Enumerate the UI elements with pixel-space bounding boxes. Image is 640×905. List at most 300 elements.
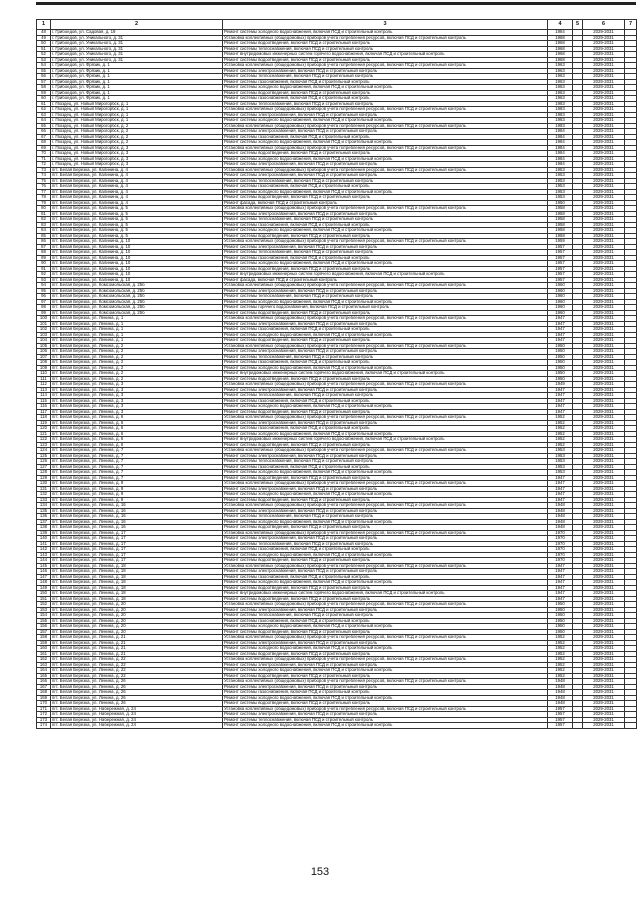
address-cell: г. Гвоздец, ул. Новый Мирогорбск, д. 3: [51, 151, 223, 157]
row-number: 164: [37, 668, 51, 674]
address-cell: пгт. Белая Березка, ул. Комсомольская, д. 25б: [51, 305, 223, 311]
period-cell: 2029-2031: [583, 585, 625, 591]
row-number: 116: [37, 404, 51, 410]
year-cell: 1952: [548, 651, 573, 657]
period-cell: 2029-2031: [583, 211, 625, 217]
work-type-cell: Ремонт системы холодного водоснабжения, включая ПСД и строительный контроль: [223, 156, 548, 162]
year-cell: 1970: [548, 536, 573, 542]
year-cell: 1948: [548, 519, 573, 525]
year-cell: 1947: [548, 332, 573, 338]
row-number: 67: [37, 134, 51, 140]
period-cell: 2029-2031: [583, 244, 625, 250]
year-cell: 1948: [548, 679, 573, 685]
period-cell: 2029-2031: [583, 640, 625, 646]
row-number: 142: [37, 547, 51, 553]
row-number: 91: [37, 266, 51, 272]
address-cell: пгт. Белая Березка, ул. Ленина, д. 3: [51, 398, 223, 404]
year-cell: 1963: [548, 74, 573, 80]
row-number: 77: [37, 189, 51, 195]
row-number: 88: [37, 250, 51, 256]
work-type-cell: Ремонт внутридомовых инженерных систем горячего водоснабжения, включая ПСД и строительный контроль: [223, 371, 548, 377]
year-cell: 1984: [548, 156, 573, 162]
year-cell: 1953: [548, 189, 573, 195]
row-number: 95: [37, 288, 51, 294]
address-cell: пгт. Белая Березка, ул. Ленина, д. 7: [51, 475, 223, 481]
row-number: 143: [37, 552, 51, 558]
year-cell: 1960: [548, 299, 573, 305]
period-cell: 2029-2031: [583, 475, 625, 481]
period-cell: 2029-2031: [583, 222, 625, 228]
row-number: 60: [37, 96, 51, 102]
address-cell: пгт. Белая Березка, ул. Ленина, д. 6: [51, 431, 223, 437]
address-cell: пгт. Белая Березка, ул. Калинина, д. 4: [51, 195, 223, 201]
address-cell: пгт. Белая Березка, ул. Ленина, д. 9: [51, 497, 223, 503]
address-cell: пгт. Белая Березка, ул. Калинина, д. 5: [51, 217, 223, 223]
period-cell: 2029-2031: [583, 277, 625, 283]
year-cell: 1948: [548, 514, 573, 520]
row-number: 117: [37, 409, 51, 415]
period-cell: 2029-2031: [583, 387, 625, 393]
row-number: 165: [37, 673, 51, 679]
work-type-cell: Ремонт системы электроснабжения, включая ПСД и строительный контроль: [223, 173, 548, 179]
row-number: 144: [37, 558, 51, 564]
column-header: 5: [573, 20, 583, 30]
year-cell: 1984: [548, 140, 573, 146]
address-cell: г. Грибоедов, ул. Фрязик, д. 1: [51, 68, 223, 74]
period-cell: 2029-2031: [583, 35, 625, 41]
row-number: 145: [37, 563, 51, 569]
empty-cell: [573, 723, 583, 729]
row-number: 150: [37, 591, 51, 597]
row-number: 128: [37, 470, 51, 476]
work-type-cell: Ремонт внутридомовых инженерных систем горячего водоснабжения, включая ПСД и строительный контроль: [223, 52, 548, 58]
work-type-cell: Ремонт системы газоснабжения, включая ПСД и строительный контроль: [223, 426, 548, 432]
address-cell: пгт. Белая Березка, ул. Ленина, д. 2: [51, 371, 223, 377]
year-cell: 1953: [548, 448, 573, 454]
work-type-cell: Установка коллективных (общедомовых) приборов учета потребления ресурсов, включая ПСД и строительный контроль: [223, 706, 548, 712]
work-type-cell: Ремонт системы газоснабжения, включая ПСД и строительный контроль: [223, 222, 548, 228]
address-cell: г. Гвоздец, ул. Новый Мирогорбск, д. 1: [51, 107, 223, 113]
address-cell: пгт. Белая Березка, ул. Калинина, д. 4: [51, 189, 223, 195]
address-cell: пгт. Белая Березка, ул. Ленина, д. 18: [51, 585, 223, 591]
row-number: 50: [37, 41, 51, 47]
row-number: 56: [37, 74, 51, 80]
period-cell: 2029-2031: [583, 464, 625, 470]
period-cell: 2029-2031: [583, 459, 625, 465]
year-cell: 1968: [548, 52, 573, 58]
row-number: 126: [37, 459, 51, 465]
address-cell: пгт. Белая Березка, ул. Калинина, д. 10: [51, 266, 223, 272]
column-header: 1: [37, 20, 51, 30]
row-number: 76: [37, 184, 51, 190]
period-cell: 2029-2031: [583, 189, 625, 195]
work-type-cell: Установка коллективных (общедомовых) приборов учета потребления ресурсов, включая ПСД и строительный контроль: [223, 35, 548, 41]
year-cell: 1983: [548, 123, 573, 129]
row-number: 133: [37, 497, 51, 503]
period-cell: 2029-2031: [583, 200, 625, 206]
work-type-cell: Установка коллективных (общедомовых) приборов учета потребления ресурсов, включая ПСД и строительный контроль: [223, 679, 548, 685]
row-number: 93: [37, 277, 51, 283]
row-number: 96: [37, 294, 51, 300]
year-cell: 1950: [548, 365, 573, 371]
period-cell: 2029-2031: [583, 112, 625, 118]
row-number: 140: [37, 536, 51, 542]
address-cell: пгт. Белая Березка, ул. Ленина, д. 26: [51, 695, 223, 701]
work-type-cell: Ремонт системы горячего водоснабжения, включая ПСД и строительный контроль: [223, 305, 548, 311]
work-type-cell: Установка коллективных (общедомовых) приборов учета потребления ресурсов, включая ПСД и строительный контроль: [223, 167, 548, 173]
year-cell: 1953: [548, 173, 573, 179]
row-number: 172: [37, 712, 51, 718]
year-cell: 1953: [548, 167, 573, 173]
year-cell: 1950: [548, 371, 573, 377]
address-cell: пгт. Белая Березка, ул. Калинина, д. 10: [51, 239, 223, 245]
empty-cell: [625, 723, 637, 729]
period-cell: 2029-2031: [583, 266, 625, 272]
row-number: 89: [37, 255, 51, 261]
period-cell: 2029-2031: [583, 332, 625, 338]
year-cell: 1983: [548, 112, 573, 118]
row-number: 104: [37, 338, 51, 344]
row-number: 106: [37, 349, 51, 355]
row-number: 101: [37, 321, 51, 327]
work-type-cell: Ремонт системы теплоснабжения, включая ПСД и строительный контроль: [223, 613, 548, 619]
period-cell: 2029-2031: [583, 288, 625, 294]
address-cell: г. Грибоедов, ул. Уникального, д. 31: [51, 57, 223, 63]
row-number: 54: [37, 63, 51, 69]
row-number: 136: [37, 514, 51, 520]
period-cell: 2029-2031: [583, 508, 625, 514]
work-type-cell: Ремонт системы водоотведения, включая ПСД и строительный контроль: [223, 151, 548, 157]
work-type-cell: Установка коллективных (общедомовых) приборов учета потребления ресурсов, включая ПСД и строительный контроль: [223, 316, 548, 322]
address-cell: пгт. Белая Березка, ул. Ленина, д. 6: [51, 437, 223, 443]
work-type-cell: Ремонт системы газоснабжения, включая ПСД и строительный контроль: [223, 547, 548, 553]
period-cell: 2029-2031: [583, 305, 625, 311]
address-cell: пгт. Белая Березка, ул. Калинина, д. 4: [51, 173, 223, 179]
period-cell: 2029-2031: [583, 563, 625, 569]
address-cell: пгт. Белая Березка, ул. Ленина, д. 1: [51, 327, 223, 333]
address-cell: пгт. Белая Березка, ул. Ленина, д. 1: [51, 321, 223, 327]
work-type-cell: Ремонт системы газоснабжения, включая ПСД и строительный контроль: [223, 255, 548, 261]
work-type-cell: Ремонт системы водоотведения, включая ПСД и строительный контроль: [223, 558, 548, 564]
address-cell: пгт. Белая Березка, ул. Ленина, д. 16: [51, 525, 223, 531]
year-cell: 1948: [548, 695, 573, 701]
work-type-cell: Ремонт системы газоснабжения, включая ПСД и строительный контроль: [223, 574, 548, 580]
period-cell: 2029-2031: [583, 574, 625, 580]
row-number: 100: [37, 316, 51, 322]
year-cell: 1958: [548, 233, 573, 239]
work-type-cell: Ремонт системы электроснабжения, включая ПСД и строительный контроль: [223, 162, 548, 168]
period-cell: 2029-2031: [583, 310, 625, 316]
year-cell: 1947: [548, 398, 573, 404]
row-number: 87: [37, 244, 51, 250]
address-cell: пгт. Белая Березка, ул. Ленина, д. 7: [51, 470, 223, 476]
work-type-cell: Ремонт системы водоотведения, включая ПСД и строительный контроль: [223, 701, 548, 707]
address-cell: г. Грибоедов, ул. Фрязик, д. 1: [51, 90, 223, 96]
work-type-cell: Ремонт системы теплоснабжения, включая ПСД и строительный контроль: [223, 459, 548, 465]
work-type-cell: Ремонт системы электроснабжения, включая ПСД и строительный контроль: [223, 244, 548, 250]
row-number: 61: [37, 101, 51, 107]
period-cell: 2029-2031: [583, 453, 625, 459]
work-type-cell: Ремонт системы холодного водоснабжения, включая ПСД и строительный контроль: [223, 646, 548, 652]
address-cell: пгт. Белая Березка, ул. Комсомольская, д. 25б: [51, 283, 223, 289]
work-type-cell: Ремонт системы холодного водоснабжения, включая ПСД и строительный контроль: [223, 668, 548, 674]
work-type-cell: Ремонт системы электроснабжения, включая ПСД и строительный контроль: [223, 321, 548, 327]
work-type-cell: Ремонт внутридомовых инженерных систем горячего водоснабжения, включая ПСД и строительный контроль: [223, 591, 548, 597]
address-cell: г. Гвоздец, ул. Новый Мирогорбск, д. 2: [51, 140, 223, 146]
address-cell: пгт. Белая Березка, ул. Ленина, д. 9: [51, 492, 223, 498]
year-cell: 1960: [548, 310, 573, 316]
period-cell: 2029-2031: [583, 448, 625, 454]
address-cell: пгт. Белая Березка, ул. Ленина, д. 2: [51, 349, 223, 355]
address-cell: г. Гвоздец, ул. Новый Мирогорбск, д. 3: [51, 156, 223, 162]
row-number: 153: [37, 607, 51, 613]
address-cell: пгт. Белая Березка, ул. Калинина, д. 4: [51, 184, 223, 190]
year-cell: 1984: [548, 162, 573, 168]
address-cell: г. Гвоздец, ул. Новый Мирогорбск, д. 1: [51, 118, 223, 124]
year-cell: 1950: [548, 629, 573, 635]
period-cell: 2029-2031: [583, 712, 625, 718]
row-number: 138: [37, 525, 51, 531]
period-cell: 2029-2031: [583, 239, 625, 245]
year-cell: 1952: [548, 431, 573, 437]
year-cell: 1984: [548, 145, 573, 151]
address-cell: пгт. Белая Березка, ул. Ленина, д. 16: [51, 519, 223, 525]
address-cell: пгт. Белая Березка, ул. Ленина, д. 20: [51, 607, 223, 613]
year-cell: 1952: [548, 415, 573, 421]
row-number: 134: [37, 503, 51, 509]
column-header: 7: [625, 20, 637, 30]
period-cell: 2029-2031: [583, 481, 625, 487]
row-number: 124: [37, 448, 51, 454]
work-type-cell: Установка коллективных (общедомовых) приборов учета потребления ресурсов, включая ПСД и строительный контроль: [223, 107, 548, 113]
year-cell: 1957: [548, 712, 573, 718]
address-cell: г. Гвоздец, ул. Новый Мирогорбск, д. 2: [51, 123, 223, 129]
row-number: 132: [37, 492, 51, 498]
row-number: 109: [37, 365, 51, 371]
work-type-cell: Ремонт системы газоснабжения, включая ПСД и строительный контроль: [223, 79, 548, 85]
year-cell: 1957: [548, 706, 573, 712]
year-cell: 1957: [548, 272, 573, 278]
year-cell: 1947: [548, 486, 573, 492]
year-cell: 1948: [548, 684, 573, 690]
address-cell: пгт. Белая Березка, ул. Ленина, д. 1: [51, 316, 223, 322]
year-cell: 1950: [548, 607, 573, 613]
period-cell: 2029-2031: [583, 426, 625, 432]
period-cell: 2029-2031: [583, 409, 625, 415]
year-cell: 1950: [548, 624, 573, 630]
period-cell: 2029-2031: [583, 393, 625, 399]
work-type-cell: Ремонт системы водоотведения, включая ПСД и строительный контроль: [223, 310, 548, 316]
year-cell: 1947: [548, 393, 573, 399]
period-cell: 2029-2031: [583, 646, 625, 652]
address-cell: г. Грибоедов, ул. Фрязик, д. 1: [51, 74, 223, 80]
address-cell: пгт. Белая Березка, ул. Ленина, д. 18: [51, 563, 223, 569]
row-number: 158: [37, 635, 51, 641]
period-cell: 2029-2031: [583, 569, 625, 575]
work-type-cell: Ремонт системы теплоснабжения, включая ПСД и строительный контроль: [223, 294, 548, 300]
work-type-cell: Ремонт системы холодного водоснабжения, включая ПСД и строительный контроль: [223, 470, 548, 476]
work-type-cell: Ремонт системы газоснабжения, включая ПСД и строительный контроль: [223, 184, 548, 190]
period-cell: 2029-2031: [583, 596, 625, 602]
row-number: 90: [37, 261, 51, 267]
address-cell: пгт. Белая Березка, ул. Ленина, д. 21: [51, 635, 223, 641]
work-type-cell: Ремонт системы водоотведения, включая ПСД и строительный контроль: [223, 90, 548, 96]
period-cell: 2029-2031: [583, 492, 625, 498]
table-row: [37, 723, 637, 729]
year-cell: 1968: [548, 57, 573, 63]
row-number: 83: [37, 222, 51, 228]
address-cell: пгт. Белая Березка, ул. Ленина, д. 21: [51, 640, 223, 646]
year-cell: 1950: [548, 618, 573, 624]
row-number: 166: [37, 679, 51, 685]
row-number: 52: [37, 52, 51, 58]
work-type-cell: Ремонт системы водоотведения, включая ПСД и строительный контроль: [223, 585, 548, 591]
row-number: 162: [37, 657, 51, 663]
work-type-cell: Ремонт системы водоотведения, включая ПСД и строительный контроль: [223, 673, 548, 679]
row-number: 151: [37, 596, 51, 602]
period-cell: 2029-2031: [583, 360, 625, 366]
year-cell: 1947: [548, 580, 573, 586]
year-cell: 1947: [548, 387, 573, 393]
year-cell: 1984: [548, 134, 573, 140]
work-type-cell: Ремонт системы водоотведения, включая ПСД и строительный контроль: [223, 409, 548, 415]
address-cell: пгт. Белая Березка, ул. Комсомольская, д. 25б: [51, 299, 223, 305]
work-type-cell: Ремонт системы водоотведения, включая ПСД и строительный контроль: [223, 442, 548, 448]
period-cell: 2029-2031: [583, 316, 625, 322]
year-cell: 1968: [548, 41, 573, 47]
year-cell: 1952: [548, 426, 573, 432]
address-cell: пгт. Белая Березка, ул. Ленина, д. 17: [51, 541, 223, 547]
row-number: 160: [37, 646, 51, 652]
period-cell: 2029-2031: [583, 651, 625, 657]
address-cell: пгт. Белая Березка, ул. Калинина, д. 10: [51, 250, 223, 256]
period-cell: 2029-2031: [583, 343, 625, 349]
year-cell: 1948: [548, 503, 573, 509]
year-cell: 1958: [548, 228, 573, 234]
work-type-cell: Ремонт системы холодного водоснабжения, включая ПСД и строительный контроль: [223, 228, 548, 234]
work-type-cell: Установка коллективных (общедомовых) приборов учета потребления ресурсов, включая ПСД и строительный контроль: [223, 239, 548, 245]
period-cell: 2029-2031: [583, 90, 625, 96]
period-cell: 2029-2031: [583, 299, 625, 305]
work-type-cell: Ремонт системы теплоснабжения, включая ПСД и строительный контроль: [223, 717, 548, 723]
row-number: 57: [37, 79, 51, 85]
row-number: 155: [37, 618, 51, 624]
address-cell: г. Гвоздец, ул. Новый Мирогорбск, д. 2: [51, 129, 223, 135]
row-number: 157: [37, 629, 51, 635]
row-number: 84: [37, 228, 51, 234]
period-cell: 2029-2031: [583, 63, 625, 69]
row-number: 71: [37, 156, 51, 162]
work-type-cell: Ремонт системы холодного водоснабжения, включая ПСД и строительный контроль: [223, 118, 548, 124]
work-type-cell: Ремонт системы водоотведения, включая ПСД и строительный контроль: [223, 629, 548, 635]
row-number: 169: [37, 695, 51, 701]
address-cell: г. Гвоздец, ул. Новый Мирогорбск, д. 1: [51, 112, 223, 118]
year-cell: 1950: [548, 343, 573, 349]
work-type-cell: Ремонт системы электроснабжения, включая ПСД и строительный контроль: [223, 486, 548, 492]
row-number: 72: [37, 162, 51, 168]
address-cell: пгт. Белая Березка, ул. Набережная, д. 24: [51, 717, 223, 723]
page-number: 153: [310, 866, 330, 878]
address-cell: пгт. Белая Березка, ул. Ленина, д. 16: [51, 514, 223, 520]
work-type-cell: Ремонт системы газоснабжения, включая ПСД и строительный контроль: [223, 618, 548, 624]
work-type-cell: Ремонт системы электроснабжения, включая ПСД и строительный контроль: [223, 569, 548, 575]
column-header: 6: [583, 20, 625, 30]
year-cell: 1958: [548, 206, 573, 212]
row-number: 102: [37, 327, 51, 333]
work-type-cell: Ремонт фасада, включая ПСД и строительный контроль: [223, 277, 548, 283]
work-type-cell: Установка коллективных (общедомовых) приборов учета потребления ресурсов, включая ПСД и строительный контроль: [223, 145, 548, 151]
row-number: 161: [37, 651, 51, 657]
year-cell: 1947: [548, 574, 573, 580]
row-number: 163: [37, 662, 51, 668]
work-type-cell: Ремонт системы электроснабжения, включая ПСД и строительный контроль: [223, 420, 548, 426]
row-number: 119: [37, 420, 51, 426]
address-cell: пгт. Белая Березка, ул. Ленина, д. 7: [51, 448, 223, 454]
address-cell: пгт. Белая Березка, ул. Калинина, д. 5: [51, 233, 223, 239]
year-cell: 1957: [548, 723, 573, 729]
work-type-cell: Ремонт системы водоотведения, включая ПСД и строительный контроль: [223, 475, 548, 481]
period-cell: 2029-2031: [583, 294, 625, 300]
period-cell: 2029-2031: [583, 497, 625, 503]
row-number: 51: [37, 46, 51, 52]
work-type-cell: Ремонт системы водоотведения, включая ПСД и строительный контроль: [223, 266, 548, 272]
year-cell: 1953: [548, 184, 573, 190]
work-type-cell: Ремонт системы электроснабжения, включая ПСД и строительный контроль: [223, 712, 548, 718]
work-type-cell: Ремонт системы холодного водоснабжения, включая ПСД и строительный контроль: [223, 624, 548, 630]
work-type-cell: Ремонт системы холодного водоснабжения, включая ПСД и строительный контроль: [223, 30, 548, 36]
row-number: 170: [37, 701, 51, 707]
year-cell: 1947: [548, 492, 573, 498]
top-rule: [36, 2, 636, 5]
year-cell: 1953: [548, 464, 573, 470]
address-cell: пгт. Белая Березка, ул. Ленина, д. 20: [51, 624, 223, 630]
year-cell: 1950: [548, 200, 573, 206]
period-cell: 2029-2031: [583, 68, 625, 74]
year-cell: 1957: [548, 717, 573, 723]
address-cell: пгт. Белая Березка, ул. Ленина, д. 3: [51, 387, 223, 393]
year-cell: 1983: [548, 101, 573, 107]
row-number: 48: [37, 30, 51, 36]
row-number: 110: [37, 371, 51, 377]
address-cell: пгт. Белая Березка, ул. Ленина, д. 3: [51, 382, 223, 388]
period-cell: 2029-2031: [583, 591, 625, 597]
address-cell: пгт. Белая Березка, ул. Ленина, д. 6: [51, 442, 223, 448]
year-cell: 1952: [548, 437, 573, 443]
address-cell: пгт. Белая Березка, ул. Ленина, д. 17: [51, 530, 223, 536]
work-type-cell: Установка коллективных (общедомовых) приборов учета потребления ресурсов, включая ПСД и строительный контроль: [223, 635, 548, 641]
work-type-cell: Ремонт внутридомовых инженерных систем горячего водоснабжения, включая ПСД и строительный контроль: [223, 437, 548, 443]
period-cell: 2029-2031: [583, 547, 625, 553]
period-cell: 2029-2031: [583, 96, 625, 102]
work-type-cell: Ремонт системы холодного водоснабжения, включая ПСД и строительный контроль: [223, 431, 548, 437]
period-cell: 2029-2031: [583, 629, 625, 635]
year-cell: 1984: [548, 129, 573, 135]
year-cell: 1983: [548, 118, 573, 124]
period-cell: 2029-2031: [583, 541, 625, 547]
period-cell: 2029-2031: [583, 657, 625, 663]
row-number: 152: [37, 602, 51, 608]
work-type-cell: Ремонт системы теплоснабжения, включая ПСД и строительный контроль: [223, 74, 548, 80]
work-type-cell: Ремонт системы теплоснабжения, включая ПСД и строительный контроль: [223, 393, 548, 399]
year-cell: 1947: [548, 497, 573, 503]
row-number: 147: [37, 574, 51, 580]
address-cell: пгт. Белая Березка, ул. Калинина, д. 5: [51, 206, 223, 212]
year-cell: 1970: [548, 558, 573, 564]
row-number: 81: [37, 211, 51, 217]
period-cell: 2029-2031: [583, 261, 625, 267]
address-cell: пгт. Белая Березка, ул. Калинина, д. 4: [51, 200, 223, 206]
work-type-cell: Установка коллективных (общедомовых) приборов учета потребления ресурсов, включая ПСД и строительный контроль: [223, 503, 548, 509]
